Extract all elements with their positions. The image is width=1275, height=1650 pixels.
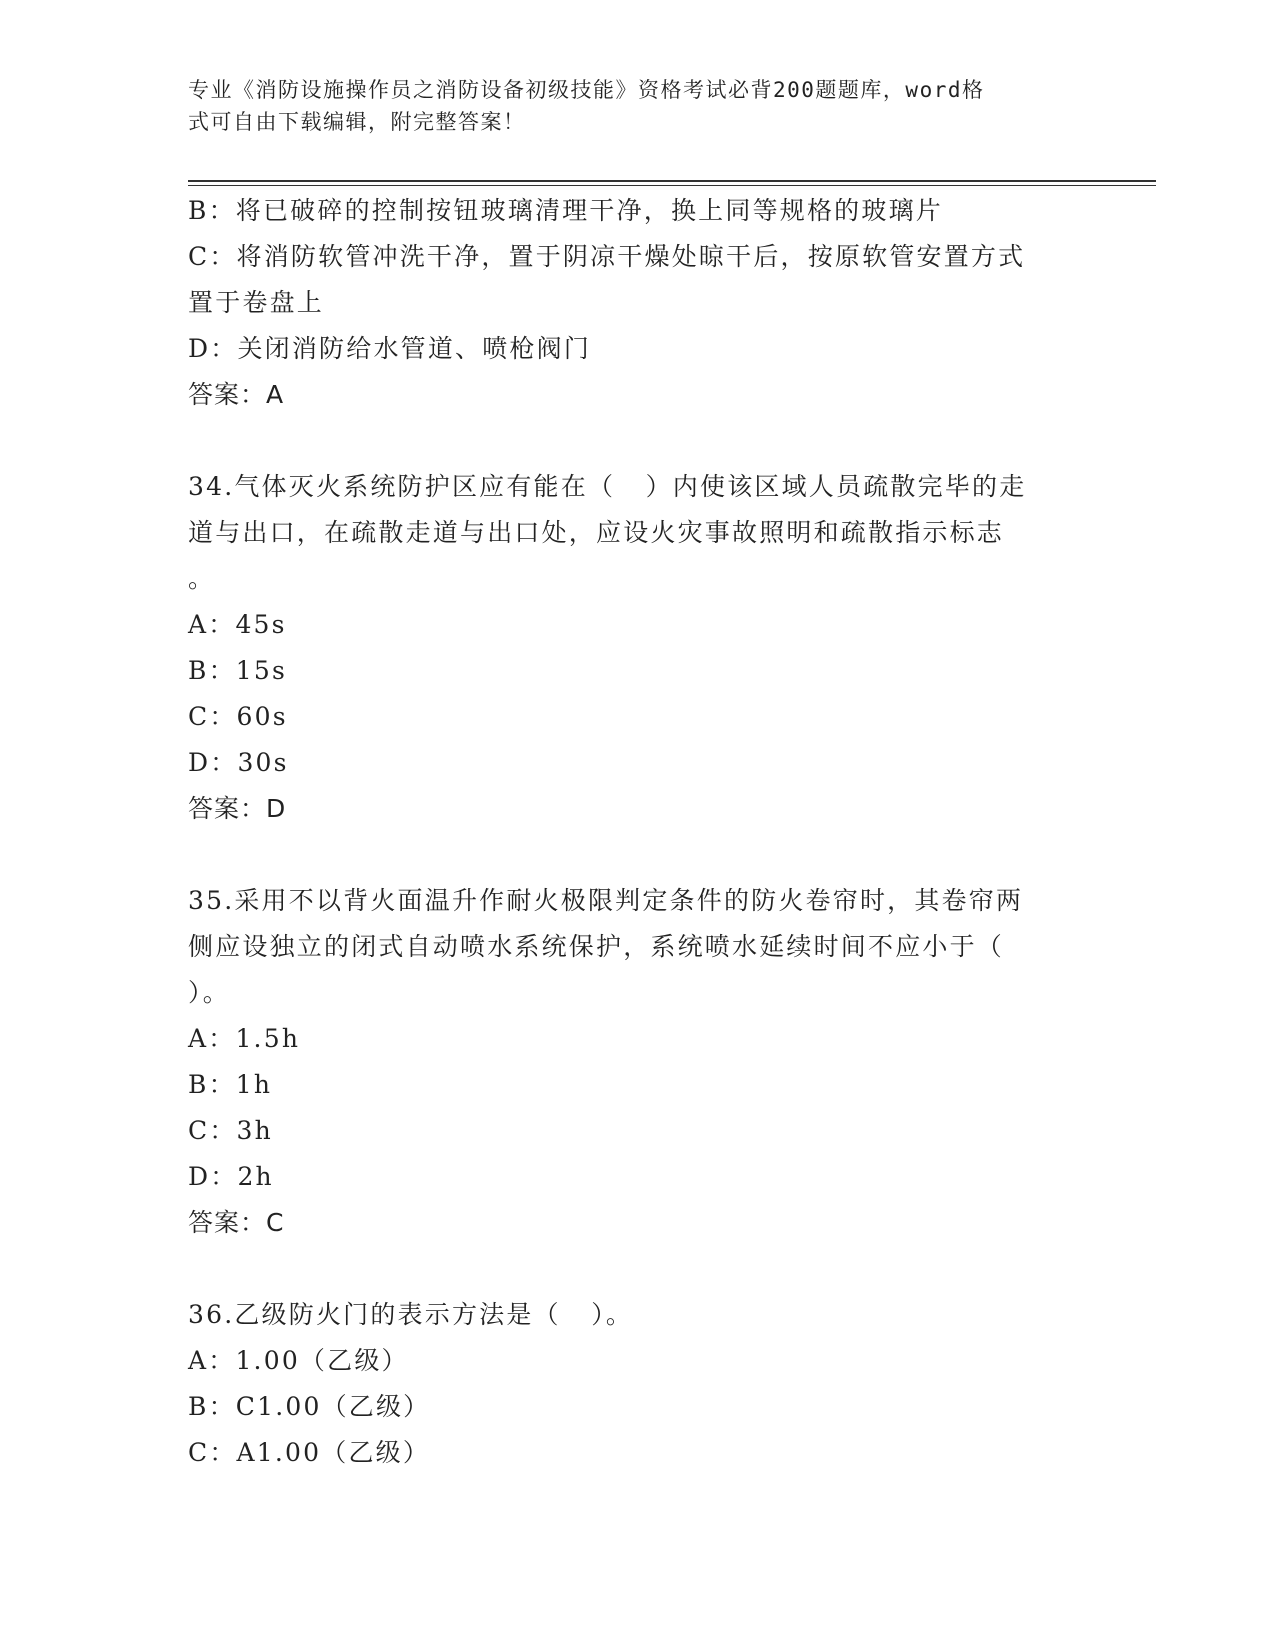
question-stem-line: 35.采用不以背火面温升作耐火极限判定条件的防火卷帘时，其卷帘两: [188, 886, 1024, 915]
question-35: [188, 878, 1078, 1246]
answer-line: 答案：C: [188, 1208, 285, 1237]
option-c: C：3h: [188, 1116, 273, 1145]
option-b: B：C1.00（乙级）: [188, 1392, 431, 1421]
question-stem-line: 34.气体灭火系统防护区应有能在（ ）内使该区域人员疏散完毕的走: [188, 472, 1027, 501]
question-36: [188, 1292, 1078, 1476]
question-34: [188, 464, 1078, 832]
header-line-1: 专业《消防设施操作员之消防设备初级技能》资格考试必背200题题库，word格: [188, 78, 985, 102]
answer-line: 答案：A: [188, 380, 285, 409]
option-a: A：45s: [188, 610, 287, 639]
header-divider-thick: [188, 180, 1156, 182]
option-d: D：关闭消防给水管道、喷枪阀门: [188, 334, 592, 363]
header-line-2: 式可自由下载编辑，附完整答案！: [188, 110, 526, 134]
option-a: A：1.5h: [188, 1024, 301, 1053]
header-divider-thin: [188, 185, 1156, 186]
option-c: C：将消防软管冲洗干净，置于阴凉干燥处晾干后，按原软管安置方式: [188, 242, 1026, 271]
option-b: B：1h: [188, 1070, 273, 1099]
option-d: D：2h: [188, 1162, 274, 1191]
question-stem-line: 36.乙级防火门的表示方法是（ ）。: [188, 1300, 634, 1329]
question-stem-line: ）。: [188, 978, 230, 1007]
option-c-continued: 置于卷盘上: [188, 288, 325, 317]
option-a: A：1.00（乙级）: [188, 1346, 409, 1375]
document-body: [188, 188, 1078, 1476]
option-c: C：60s: [188, 702, 288, 731]
question-stem-line: 侧应设独立的闭式自动喷水系统保护，系统喷水延续时间不应小于（: [188, 932, 1005, 961]
document-header: [188, 74, 1068, 138]
option-c: C：A1.00（乙级）: [188, 1438, 431, 1467]
question-stem-line: 。: [188, 564, 216, 593]
question-stem-line: 道与出口，在疏散走道与出口处，应设火灾事故照明和疏散指示标志: [188, 518, 1005, 547]
question-33-tail: [188, 188, 1078, 418]
option-d: D：30s: [188, 748, 289, 777]
option-b: B：将已破碎的控制按钮玻璃清理干净，换上同等规格的玻璃片: [188, 196, 943, 225]
option-b: B：15s: [188, 656, 288, 685]
answer-line: 答案：D: [188, 794, 287, 823]
